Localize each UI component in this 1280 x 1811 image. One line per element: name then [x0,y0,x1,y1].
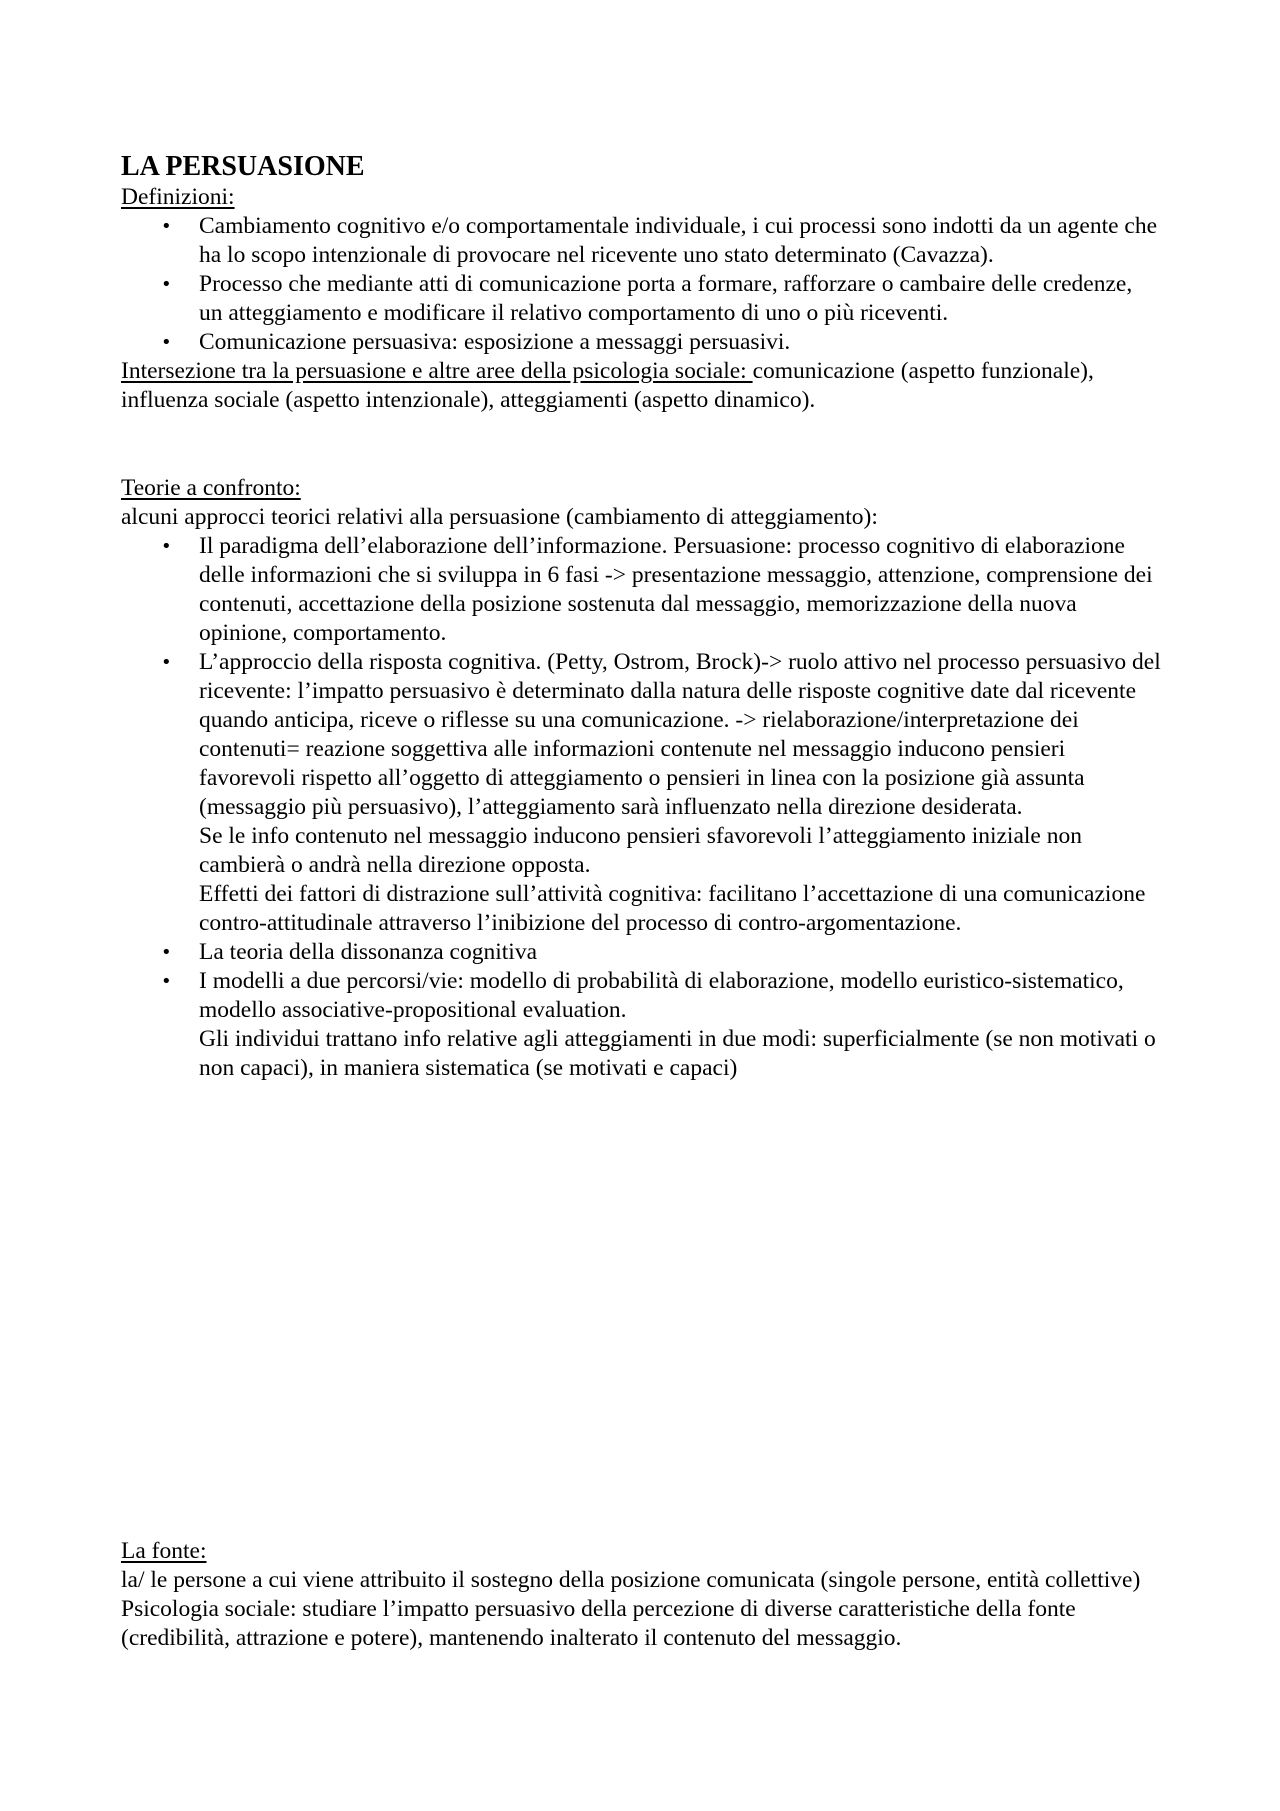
theory-text: Il paradigma dell’elaborazione dell’informazione. Persuasione: processo cognitivo di elaborazione delle informazioni che si sviluppa in 6 fasi -> presentazione messaggio, attenzione, comprensione dei contenuti, accettazione della posizione sostenuta dal messaggio, memorizzazione della nuova opinione, comportamento. [199,533,1153,646]
theories-list [121,532,1161,1083]
source-section [121,1537,1161,1653]
theory-text: La teoria della dissonanza cognitiva [199,939,538,965]
list-item [121,270,1161,328]
intersection-paragraph [121,357,1161,415]
definition-text: Cambiamento cognitivo e/o comportamentale individuale, i cui processi sono indotti da un agente che ha lo scopo intenzionale di provocare nel ricevente uno stato determinato (Cavazza). [199,213,1158,268]
definitions-list [121,212,1161,357]
bullet-icon: • [161,274,172,295]
theory-text: L’approccio della risposta cognitiva. (Petty, Ostrom, Brock)-> ruolo attivo nel processo persuasivo del ricevente: l’impatto persuasivo è determinato dalla natura delle risposte cognitive date dal ricevente quando anticipa, riceve o riflesse su una comunicazione. -> rielaborazione/interpretazione dei contenuti= reazione soggettiva alle informazioni contenute nel messaggio inducono pensieri favorevoli rispetto all’oggetto di atteggiamento o pensieri in linea con la posizione già assunta (messaggio più persuasivo), l’atteggiamento sarà influenzato nella direzione desiderata. [199,649,1161,820]
bullet-icon: • [161,332,172,353]
definition-text: Comunicazione persuasiva: esposizione a messaggi persuasivi. [199,329,791,355]
list-item [121,648,1161,938]
list-item [121,212,1161,270]
bullet-icon: • [161,216,172,237]
bullet-icon: • [161,971,172,992]
bullet-icon: • [161,942,172,963]
source-heading: La fonte: [121,1538,207,1564]
list-item [121,938,1161,967]
source-paragraph: Psicologia sociale: studiare l’impatto persuasivo della percezione di diverse caratteristiche della fonte (credibilità, attrazione e potere), mantenendo inalterato il contenuto del messaggio. [121,1596,1076,1651]
theories-heading: Teorie a confronto: [121,475,301,501]
list-item [121,532,1161,648]
theory-text: Gli individui trattano info relative agli atteggiamenti in due modi: superficialmente (se non motivati o non capaci), in maniera sistematica (se motivati e capaci) [199,1026,1156,1081]
theories-intro: alcuni approcci teorici relativi alla persuasione (cambiamento di atteggiamento): [121,504,878,530]
definitions-section [121,151,1161,415]
intersection-text: comunicazione (aspetto funzionale), influenza sociale (aspetto intenzionale), atteggiamenti (aspetto dinamico). [121,358,1094,413]
list-item [121,967,1161,1083]
bullet-icon: • [161,536,172,557]
source-paragraph: la/ le persone a cui viene attribuito il sostegno della posizione comunicata (singole persone, entità collettive) [121,1567,1141,1593]
theory-text: Effetti dei fattori di distrazione sull’attività cognitiva: facilitano l’accettazione di una comunicazione contro-attitudinale attraverso l’inibizione del processo di contro-argomentazione. [199,881,1146,936]
definitions-heading: Definizioni: [121,184,235,210]
definition-text: Processo che mediante atti di comunicazione porta a formare, rafforzare o cambaire delle credenze, un atteggiamento e modificare il relativo comportamento di uno o più riceventi. [199,271,1133,326]
bullet-icon: • [161,652,172,673]
list-item [121,328,1161,357]
theory-text: I modelli a due percorsi/vie: modello di probabilità di elaborazione, modello euristico-sistematico, modello associative-propositional evaluation. [199,968,1124,1023]
theory-text: Se le info contenuto nel messaggio inducono pensieri sfavorevoli l’atteggiamento iniziale non cambierà o andrà nella direzione opposta. [199,823,1082,878]
intersection-label: Intersezione tra la persuasione e altre aree della psicologia sociale: [121,358,753,384]
page-title: LA PERSUASIONE [121,151,365,182]
theories-section [121,474,1161,1083]
